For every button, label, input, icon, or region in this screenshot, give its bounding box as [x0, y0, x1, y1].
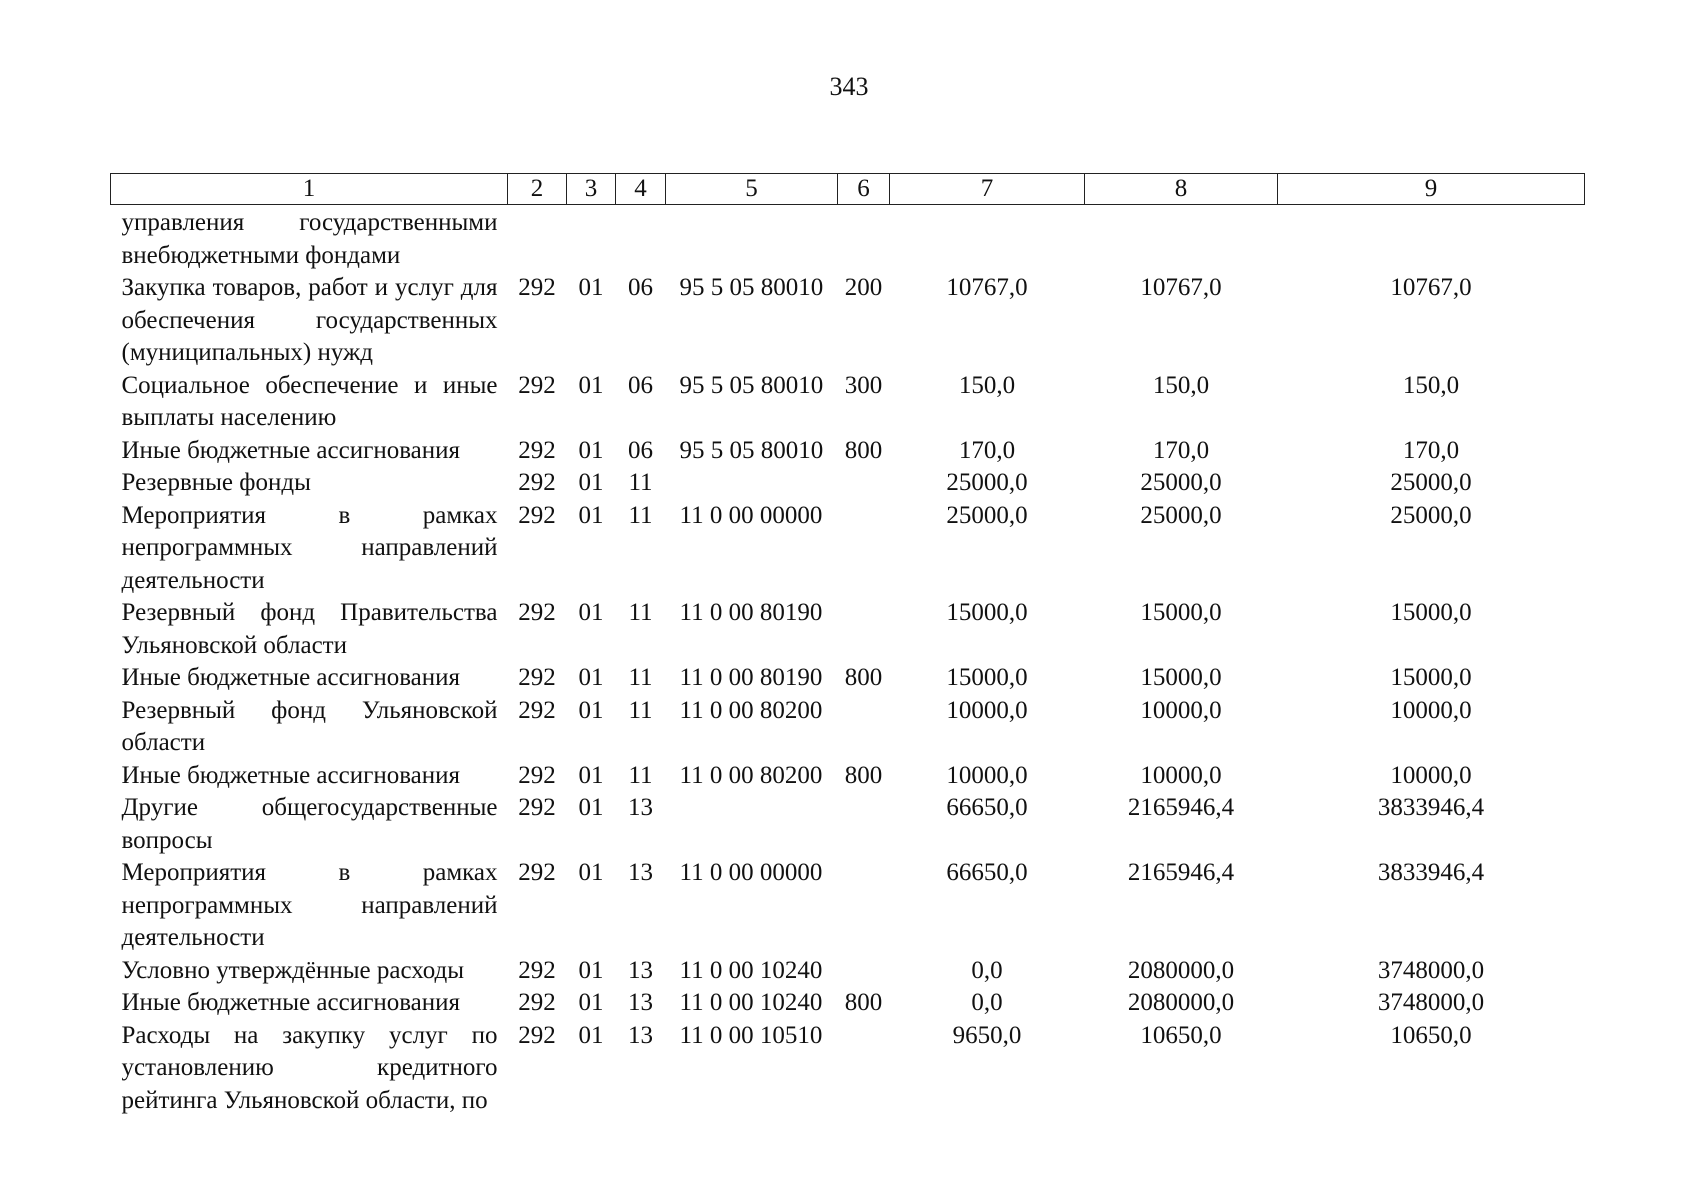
row-target-article: 11 0 00 80200 [679, 761, 823, 789]
row-ministry-code: 292 [518, 1021, 556, 1049]
row-expense-type [838, 792, 890, 857]
table-row [111, 695, 1585, 760]
row-section-code: 01 [578, 469, 604, 496]
table-body [111, 205, 1585, 1118]
table-row [111, 857, 1585, 955]
row-ministry-code: 292 [518, 956, 556, 984]
row-section-code: 01 [578, 436, 604, 464]
row-subsection-code: 13 [628, 1021, 653, 1049]
row-target-article: 11 0 00 80200 [679, 696, 823, 724]
row-amount-col-8: 2165946,4 [1127, 794, 1235, 821]
row-ministry-code [508, 205, 567, 273]
row-target-article: 95 5 05 80010 [679, 436, 824, 464]
row-amount-col-7: 170,0 [958, 436, 1016, 464]
row-amount-col-8 [1085, 205, 1278, 273]
row-amount-col-8: 10000,0 [1140, 761, 1222, 789]
row-ministry-code: 292 [518, 469, 556, 496]
row-subsection-code: 11 [628, 696, 653, 724]
row-expense-type: 800 [844, 664, 883, 691]
row-subsection-code: 11 [628, 599, 653, 626]
row-amount-col-9: 25000,0 [1390, 501, 1472, 529]
row-amount-col-9: 15000,0 [1390, 664, 1472, 691]
row-amount-col-9: 10767,0 [1390, 274, 1472, 301]
table-row [111, 760, 1585, 793]
row-description: Иные бюджетные ассигнования [121, 989, 461, 1016]
table-row [111, 955, 1585, 988]
row-amount-col-8: 25000,0 [1140, 501, 1222, 529]
table-row [111, 792, 1585, 857]
row-subsection-code: 06 [628, 274, 653, 301]
row-description: Мероприятия в рамках непрограммных направлений деятельности [121, 859, 498, 951]
row-section-code: 01 [578, 371, 604, 399]
row-ministry-code: 292 [518, 501, 556, 529]
row-subsection-code: 11 [628, 469, 653, 496]
row-expense-type [838, 695, 890, 760]
row-expense-type [838, 597, 890, 662]
row-section-code: 01 [578, 1021, 604, 1049]
row-amount-col-8: 170,0 [1152, 436, 1210, 464]
row-expense-type: 800 [844, 989, 883, 1016]
row-description: Мероприятия в рамках непрограммных направлений деятельности [121, 501, 498, 594]
row-amount-col-7: 10000,0 [946, 761, 1028, 789]
row-amount-col-9 [1278, 205, 1585, 273]
row-amount-col-8: 150,0 [1152, 371, 1210, 399]
row-target-article: 11 0 00 80190 [679, 599, 823, 626]
row-subsection-code: 13 [628, 859, 653, 886]
row-section-code: 01 [578, 989, 604, 1016]
row-ministry-code: 292 [518, 274, 556, 301]
row-subsection-code: 13 [628, 989, 653, 1016]
row-target-article [666, 205, 838, 273]
row-amount-col-7: 9650,0 [952, 1021, 1022, 1049]
row-ministry-code: 292 [518, 371, 556, 399]
row-subsection-code: 11 [628, 761, 653, 789]
row-expense-type [838, 205, 890, 273]
row-subsection-code: 11 [628, 664, 653, 691]
row-description: Социальное обеспечение и иные выплаты населению [121, 371, 498, 431]
row-ministry-code: 292 [518, 664, 556, 691]
row-section-code: 01 [578, 761, 604, 789]
row-ministry-code: 292 [518, 599, 556, 626]
row-expense-type: 800 [844, 436, 883, 464]
row-amount-col-8: 15000,0 [1140, 664, 1222, 691]
row-description: Иные бюджетные ассигнования [121, 664, 461, 691]
row-amount-col-9: 3748000,0 [1377, 989, 1485, 1016]
header-col-4: 4 [616, 174, 666, 205]
row-amount-col-9: 3833946,4 [1377, 859, 1485, 886]
row-amount-col-9: 10000,0 [1390, 696, 1472, 724]
budget-table [110, 173, 1585, 1117]
row-amount-col-9: 3833946,4 [1377, 794, 1485, 821]
row-description: управления государственными внебюджетными фондами [121, 209, 498, 269]
row-amount-col-9: 10650,0 [1390, 1021, 1472, 1049]
row-section-code: 01 [578, 696, 604, 724]
row-amount-col-9: 3748000,0 [1377, 956, 1485, 984]
row-section-code: 01 [578, 501, 604, 529]
row-target-article: 95 5 05 80010 [679, 371, 824, 399]
row-section-code: 01 [578, 664, 604, 691]
row-amount-col-7: 66650,0 [946, 859, 1028, 886]
row-amount-col-7 [890, 205, 1085, 273]
header-col-6: 6 [838, 174, 890, 205]
row-target-article: 11 0 00 10510 [679, 1021, 823, 1049]
row-amount-col-7: 15000,0 [946, 599, 1028, 626]
table-row [111, 500, 1585, 598]
header-col-3: 3 [567, 174, 616, 205]
row-description: Иные бюджетные ассигнования [121, 761, 461, 789]
row-expense-type [838, 955, 890, 988]
row-amount-col-8: 10000,0 [1140, 696, 1222, 724]
row-subsection-code: 06 [628, 371, 653, 399]
header-col-5: 5 [666, 174, 838, 205]
row-section-code: 01 [578, 956, 604, 984]
row-amount-col-8: 25000,0 [1140, 469, 1222, 496]
row-target-article: 11 0 00 00000 [679, 501, 823, 529]
row-amount-col-9: 170,0 [1402, 436, 1460, 464]
table-row [111, 597, 1585, 662]
row-description: Резервный фонд Ульяновской области [121, 696, 498, 756]
row-expense-type: 200 [844, 274, 883, 301]
page-number: 343 [829, 72, 869, 101]
row-ministry-code: 292 [518, 436, 556, 464]
row-expense-type [838, 467, 890, 500]
row-amount-col-8: 2080000,0 [1127, 989, 1235, 1016]
row-expense-type: 800 [844, 761, 883, 789]
table-row [111, 1020, 1585, 1118]
header-col-2: 2 [508, 174, 567, 205]
row-target-article: 11 0 00 80190 [679, 664, 823, 691]
header-col-9: 9 [1278, 174, 1585, 205]
row-section-code: 01 [578, 859, 604, 886]
row-expense-type: 300 [844, 371, 883, 399]
row-target-article [666, 467, 838, 500]
row-amount-col-7: 15000,0 [946, 664, 1028, 691]
row-amount-col-7: 66650,0 [946, 794, 1028, 821]
row-section-code [567, 205, 616, 273]
row-description: Резервные фонды [121, 469, 311, 496]
row-description: Закупка товаров, работ и услуг для обеспечения государственных (муниципальных) нужд [121, 274, 498, 366]
row-section-code: 01 [578, 794, 604, 821]
row-amount-col-8: 15000,0 [1140, 599, 1222, 626]
row-amount-col-8: 2080000,0 [1127, 956, 1235, 984]
row-subsection-code: 13 [628, 956, 653, 984]
header-col-8: 8 [1085, 174, 1278, 205]
row-expense-type [838, 857, 890, 955]
row-ministry-code: 292 [518, 989, 556, 1016]
table-row [111, 662, 1585, 695]
row-amount-col-7: 10000,0 [946, 696, 1028, 724]
row-description: Условно утверждённые расходы [121, 956, 465, 984]
row-ministry-code: 292 [518, 794, 556, 821]
row-amount-col-9: 10000,0 [1390, 761, 1472, 789]
row-subsection-code [616, 205, 666, 273]
row-description: Иные бюджетные ассигнования [121, 436, 461, 464]
row-target-article: 11 0 00 10240 [679, 989, 823, 1016]
row-amount-col-7: 10767,0 [946, 274, 1028, 301]
row-amount-col-7: 150,0 [958, 371, 1016, 399]
row-section-code: 01 [578, 599, 604, 626]
table-header [111, 174, 1585, 205]
row-amount-col-8: 10650,0 [1140, 1021, 1222, 1049]
table-row [111, 987, 1585, 1020]
row-expense-type [838, 500, 890, 598]
row-target-article [666, 792, 838, 857]
row-ministry-code: 292 [518, 761, 556, 789]
header-col-7: 7 [890, 174, 1085, 205]
row-amount-col-9: 15000,0 [1390, 599, 1472, 626]
row-amount-col-7: 25000,0 [946, 501, 1028, 529]
table-row [111, 370, 1585, 435]
row-amount-col-9: 150,0 [1402, 371, 1460, 399]
row-target-article: 95 5 05 80010 [679, 274, 824, 301]
header-row [111, 174, 1585, 205]
table-row [111, 272, 1585, 370]
table-row [111, 205, 1585, 273]
header-col-1: 1 [111, 174, 508, 205]
row-expense-type [838, 1020, 890, 1118]
row-amount-col-8: 2165946,4 [1127, 859, 1235, 886]
row-description: Резервный фонд Правительства Ульяновской области [121, 599, 498, 659]
row-description: Другие общегосударственные вопросы [121, 794, 498, 854]
row-target-article: 11 0 00 00000 [679, 859, 823, 886]
table-row [111, 435, 1585, 468]
row-amount-col-8: 10767,0 [1140, 274, 1222, 301]
row-ministry-code: 292 [518, 859, 556, 886]
row-subsection-code: 11 [628, 501, 653, 529]
row-amount-col-9: 25000,0 [1390, 469, 1472, 496]
row-subsection-code: 13 [628, 794, 653, 821]
row-section-code: 01 [578, 274, 604, 301]
row-amount-col-7: 25000,0 [946, 469, 1028, 496]
row-amount-col-7: 0,0 [971, 956, 1003, 984]
row-amount-col-7: 0,0 [971, 989, 1003, 1016]
row-description: Расходы на закупку услуг по установлению кредитного рейтинга Ульяновской области, по [121, 1021, 498, 1114]
table-row [111, 467, 1585, 500]
row-subsection-code: 06 [628, 436, 653, 464]
row-ministry-code: 292 [518, 696, 556, 724]
row-target-article: 11 0 00 10240 [679, 956, 823, 984]
